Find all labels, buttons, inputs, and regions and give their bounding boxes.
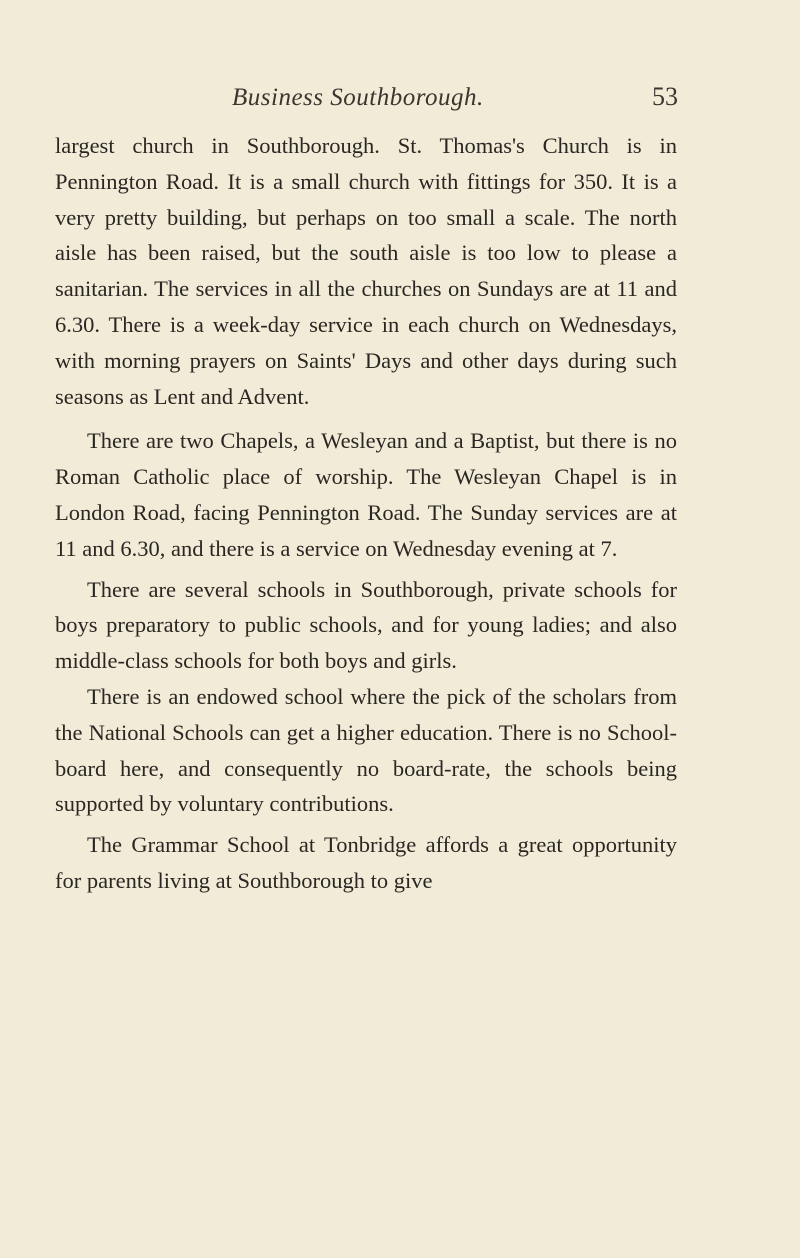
paragraph-churches: largest church in Southborough. St. Thomas's Church is in Pennington Road. It is a small church with fittings for 350. It is a very pretty building, but perhaps on too small a scale. The north aisle has been raised, but the south aisle is too low to please a sanitarian. The services in all the churches on Sundays are at 11 and 6.30. There is a week-day service in each church on Wednesdays, with morning prayers on Saints' Days and other days during such seasons as Lent and Advent. (55, 133, 677, 409)
paragraph-chapels: There are two Chapels, a Wesleyan and a Baptist, but there is no Roman Catholic place of worship. The Wesleyan Chapel is in London Road, facing Pennington Road. The Sunday services are at 11 and 6.30, and there is a service on Wednesday evening at 7. (55, 428, 677, 561)
paragraph-grammar-school: The Grammar School at Tonbridge affords a great opportunity for parents living at Southborough to give (55, 832, 677, 893)
paragraph-endowed-school: There is an endowed school where the pick of the scholars from the National Schools can get a higher education. There is no School-board here, and consequently no board-rate, the schools being supported by voluntary contributions. (55, 683, 677, 817)
page-number: 53 (652, 82, 678, 111)
paragraph-schools: There are several schools in Southborough, private schools for boys preparatory to public schools, and for young ladies; and also middle-class schools for both boys and girls. (55, 576, 677, 674)
body-text (55, 128, 677, 899)
running-head: Business Southborough. (232, 84, 484, 111)
